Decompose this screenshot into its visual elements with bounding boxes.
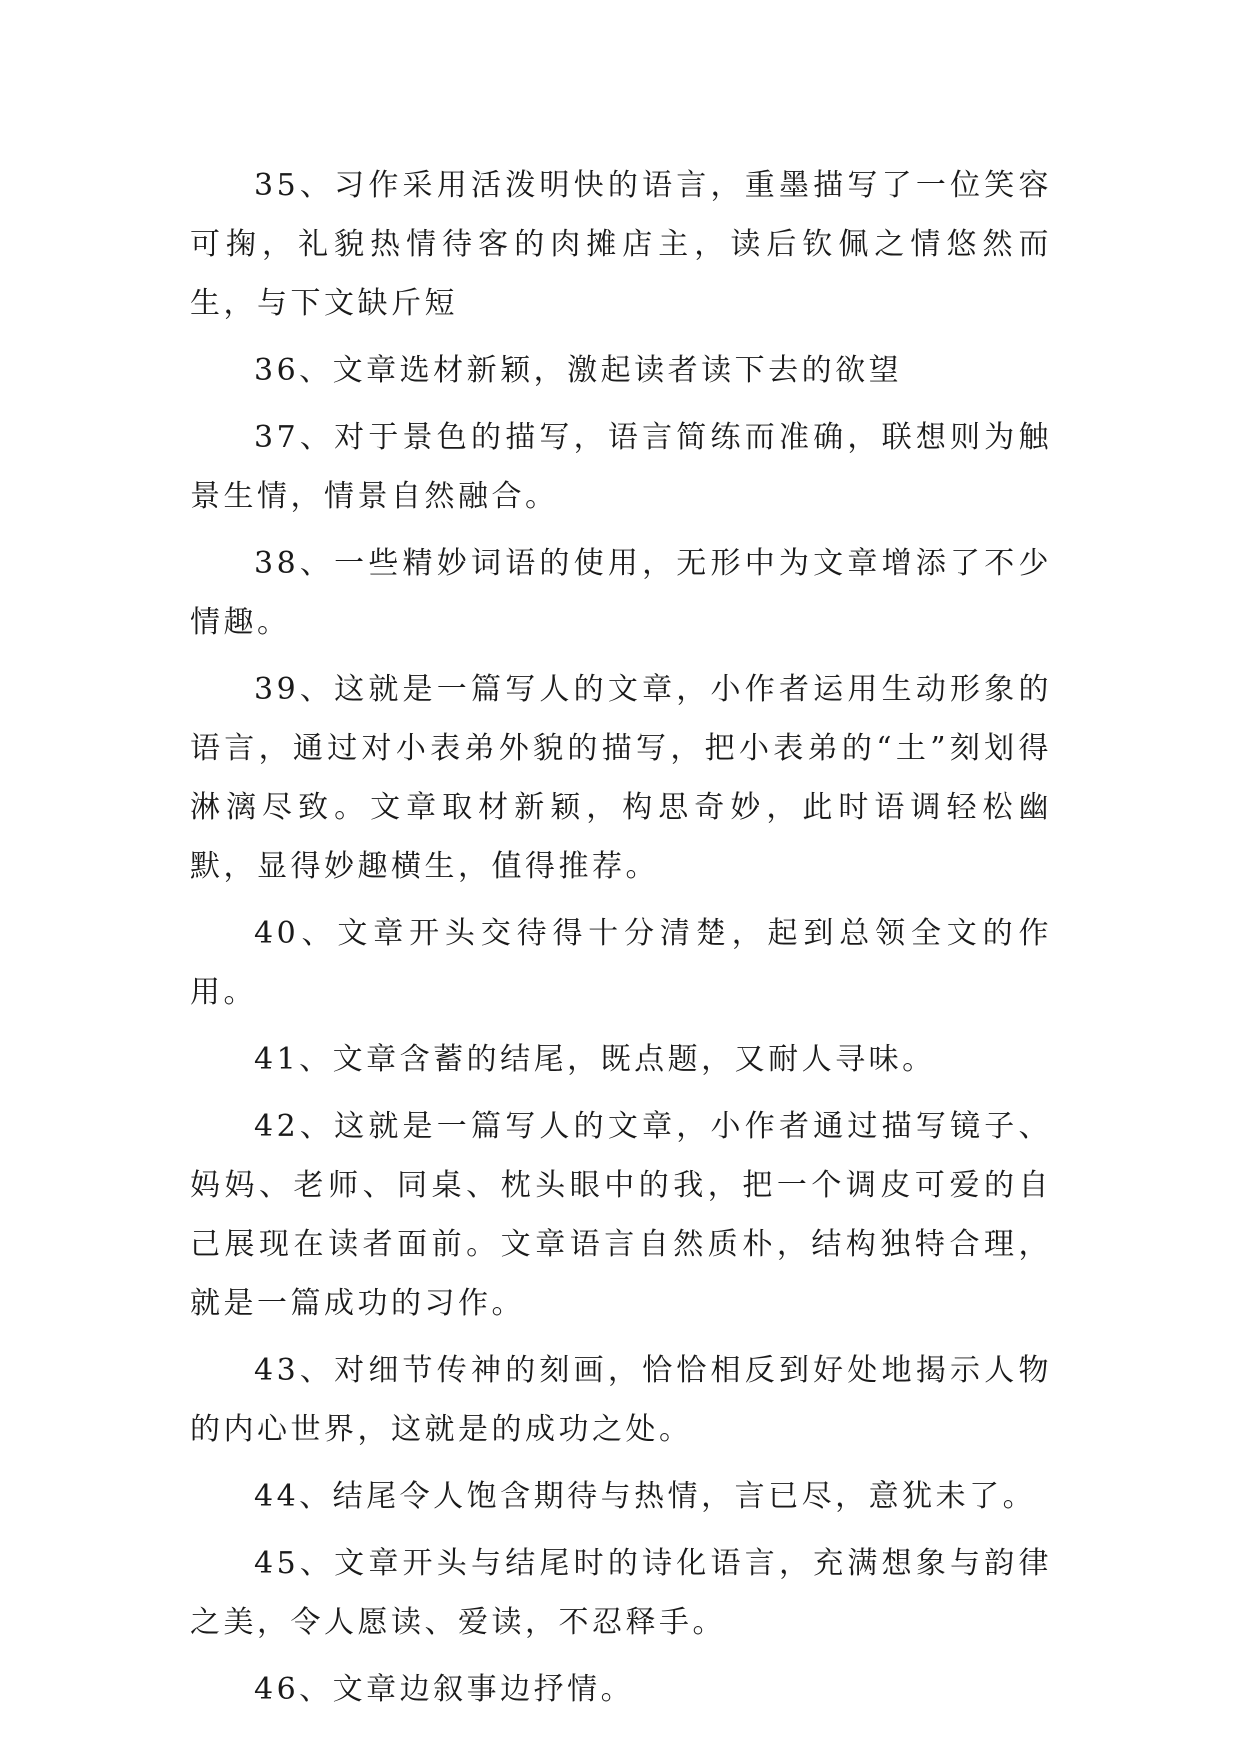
paragraph-41: 41、文章含蓄的结尾，既点题，又耐人寻味。	[254, 1042, 936, 1077]
paragraph-46: 46、文章边叙事边抒情。	[254, 1672, 635, 1707]
paragraph-42: 42、这就是一篇写人的文章，小作者通过描写镜子、妈妈、老师、同桌、枕头眼中的我，把一个调皮可爱的自己展现在读者面前。文章语言自然质朴，结构独特合理，就是一篇成功的习作。	[190, 1109, 1052, 1321]
paragraph-38: 38、一些精妙词语的使用，无形中为文章增添了不少情趣。	[190, 546, 1052, 640]
paragraph-36: 36、文章选材新颖，激起读者读下去的欲望	[254, 353, 903, 388]
paragraph-45: 45、文章开头与结尾时的诗化语言，充满想象与韵律之美，令人愿读、爱读，不忍释手。	[190, 1546, 1052, 1640]
document-body	[190, 156, 1052, 1727]
paragraph-40: 40、文章开头交待得十分清楚，起到总领全文的作用。	[190, 916, 1052, 1010]
paragraph-44: 44、结尾令人饱含期待与热情，言已尽，意犹未了。	[254, 1479, 1037, 1514]
paragraph-43: 43、对细节传神的刻画，恰恰相反到好处地揭示人物的内心世界，这就是的成功之处。	[190, 1353, 1052, 1447]
paragraph-35: 35、习作采用活泼明快的语言，重墨描写了一位笑容可掬，礼貌热情待客的肉摊店主，读后钦佩之情悠然而生，与下文缺斤短	[190, 168, 1052, 321]
paragraph-39: 39、这就是一篇写人的文章，小作者运用生动形象的语言，通过对小表弟外貌的描写，把小表弟的“土”刻划得淋漓尽致。文章取材新颖，构思奇妙，此时语调轻松幽默，显得妙趣横生，值得推荐。	[190, 672, 1052, 884]
paragraph-37: 37、对于景色的描写，语言简练而准确，联想则为触景生情，情景自然融合。	[190, 420, 1052, 514]
